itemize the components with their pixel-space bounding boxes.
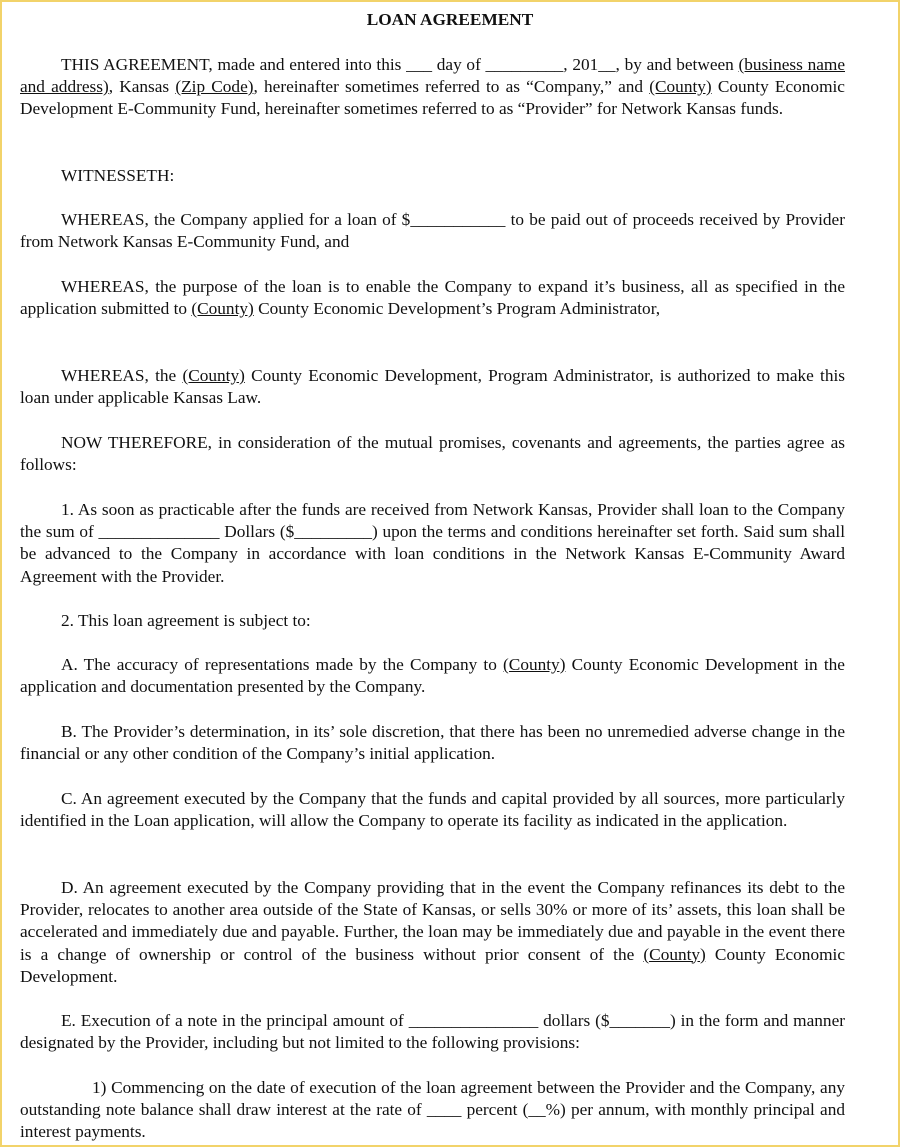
now-therefore-paragraph: NOW THEREFORE, in consideration of the mutual promises, covenants and agreements, the parties agree as follows: bbox=[20, 433, 845, 475]
county-placeholder: (County) bbox=[649, 77, 712, 97]
clause-d-text-2: County Economic Development. bbox=[20, 944, 845, 986]
intro-text-4: County Economic Development E-Community Fund, hereinafter sometimes referred to as “Provider” for Network Kansas funds. bbox=[20, 77, 845, 119]
whereas3-text-1: WHEREAS, the bbox=[61, 366, 183, 385]
business-name-placeholder: (business name and address) bbox=[20, 55, 845, 97]
county-placeholder: (County) bbox=[182, 366, 245, 385]
whereas-paragraph-2 bbox=[20, 276, 845, 320]
clause-b: B. The Provider’s determination, in its’ sole discretion, that there has been no unremedied adverse change in the financial or any other condition of the Company’s initial application. bbox=[20, 722, 845, 764]
clause-a-text-1: A. The accuracy of representations made by the Company to bbox=[61, 655, 504, 674]
intro-text-3: , hereinafter sometimes referred to as “Company,” and bbox=[253, 77, 650, 97]
clause-d-text-1: D. An agreement executed by the Company providing that in the event the Company refinances its debt to the Provider, relocates to another area outside of the State of Kansas, or sells 30% or more of its’ assets, this loan shall be accelerated and immediately due and payable. Further, the loan may be immediately due and payable in the event there is a change of ownership or control of the business without prior consent of the bbox=[20, 878, 845, 964]
clause-e-sub-1: 1) Commencing on the date of execution of the loan agreement between the Provider and the Company, any outstanding note balance shall draw interest at the rate of ____ percent (__%) per annum, with monthly principal and interest payments. bbox=[20, 1078, 845, 1142]
witnesseth-heading: WITNESSETH: bbox=[61, 166, 175, 185]
clause-c: C. An agreement executed by the Company that the funds and capital provided by all sources, more particularly identified in the Loan application, will allow the Company to operate its facility as indicated in the application. bbox=[20, 789, 845, 831]
intro-text-2: , Kansas bbox=[108, 77, 176, 97]
document-title: LOAN AGREEMENT bbox=[366, 10, 534, 29]
county-placeholder: (County) bbox=[191, 299, 254, 319]
county-placeholder: (County) bbox=[503, 655, 566, 674]
clause-a-text-2: County Economic Development in the application and documentation presented by the Company. bbox=[20, 655, 845, 697]
clause-e: E. Execution of a note in the principal amount of _______________ dollars ($_______) in the form and manner designated by the Provider, including but not limited to the following provisions: bbox=[20, 1011, 845, 1053]
whereas3-text-2: County Economic Development, Program Administrator, is authorized to make this loan under applicable Kansas Law. bbox=[20, 366, 846, 408]
whereas2-text-2: County Economic Development’s Program Administrator, bbox=[253, 299, 661, 319]
clause-d bbox=[20, 877, 845, 988]
whereas-paragraph-3 bbox=[20, 365, 845, 409]
intro-paragraph bbox=[20, 54, 845, 121]
whereas2-text-1: WHEREAS, the purpose of the loan is to enable the Company to expand it’s business, all as specified in the application submitted to bbox=[20, 277, 845, 319]
clause-1: 1. As soon as practicable after the funds are received from Network Kansas, Provider shall loan to the Company the sum of ______________ Dollars ($_________) upon the terms and conditions hereinafter set forth. Said sum shall be advanced to the Company in accordance with loan conditions in the Network Kansas E-Community Award Agreement with the Provider. bbox=[20, 500, 845, 586]
whereas-paragraph-1: WHEREAS, the Company applied for a loan of $___________ to be paid out of proceeds received by Provider from Network Kansas E-Community Fund, and bbox=[20, 210, 845, 252]
clause-2: 2. This loan agreement is subject to: bbox=[61, 611, 311, 630]
intro-text-1: THIS AGREEMENT, made and entered into this ___ day of _________, 201__, by and between bbox=[61, 55, 739, 74]
county-placeholder: (County) bbox=[643, 944, 706, 964]
zip-code-placeholder: (Zip Code) bbox=[175, 77, 254, 97]
clause-a bbox=[20, 654, 845, 698]
